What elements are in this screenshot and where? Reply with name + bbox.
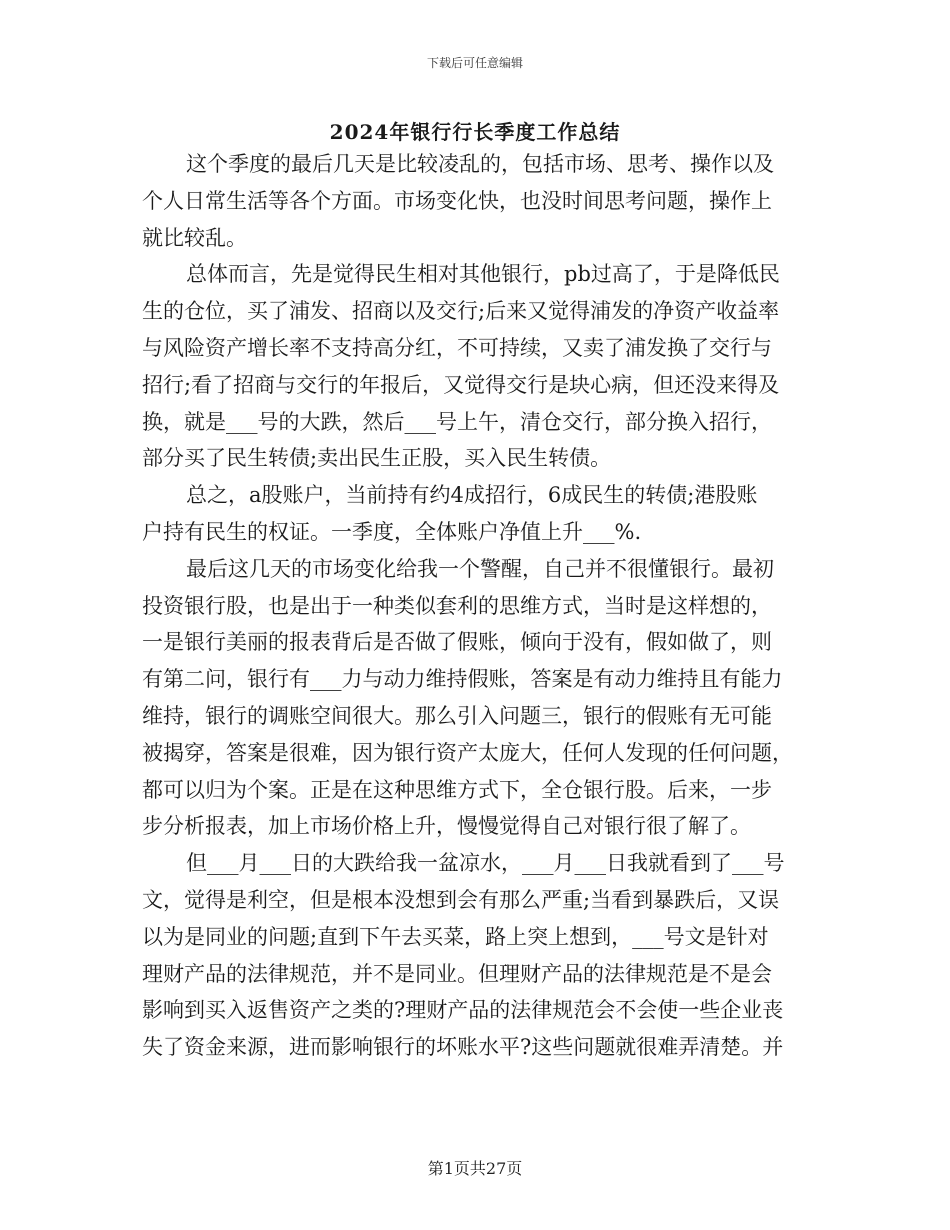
body-line: 一是银行美丽的报表背后是否做了假账，倾向于没有，假如做了，则 xyxy=(142,630,772,655)
body-line: 换，就是___号的大跌，然后___号上午，清仓交行，部分换入招行， xyxy=(142,409,772,434)
body-line: 文，觉得是利空，但是根本没想到会有那么严重;当看到暴跌后，又误 xyxy=(142,887,780,912)
document-title: 2024年银行行长季度工作总结 xyxy=(329,120,621,144)
body-line: 总体而言，先是觉得民生相对其他银行，pb过高了，于是降低民 xyxy=(186,262,780,287)
body-line: 以为是同业的问题;直到下午去买菜，路上突上想到，___号文是针对 xyxy=(142,924,769,949)
body-line: 招行;看了招商与交行的年报后，又觉得交行是块心病，但还没来得及 xyxy=(142,372,780,397)
body-line: 有第二问，银行有___力与动力维持假账，答案是有动力维持且有能力 xyxy=(142,667,783,692)
body-line: 被揭穿，答案是很难，因为银行资产太庞大，任何人发现的任何问题， xyxy=(142,740,793,765)
body-line: 这个季度的最后几天是比较凌乱的，包括市场、思考、操作以及 xyxy=(186,152,774,176)
body-line: 失了资金来源，进而影响银行的坏账水平?这些问题就很难弄清楚。并 xyxy=(142,1035,784,1060)
body-line: 最后这几天的市场变化给我一个警醒，自己并不很懂银行。最初 xyxy=(186,556,774,581)
body-line: 部分买了民生转债;卖出民生正股，买入民生转债。 xyxy=(142,446,612,471)
page-footer: 第1页共27页 xyxy=(427,1159,523,1178)
body-line: 个人日常生活等各个方面。市场变化快，也没时间思考问题，操作上 xyxy=(142,188,772,213)
body-line: 总之，a股账户，当前持有约4成招行，6成民生的转债;港股账 xyxy=(186,483,758,508)
page-header: 下载后可任意编辑 xyxy=(426,56,523,70)
body-line: 投资银行股，也是出于一种类似套利的思维方式，当时是这样想的， xyxy=(142,593,772,618)
body-line: 影响到买入返售资产之类的?理财产品的法律规范会不会使一些企业丧 xyxy=(142,998,784,1023)
body-line: 就比较乱。 xyxy=(142,225,247,250)
body-line: 生的仓位，买了浦发、招商以及交行;后来又觉得浦发的净资产收益率 xyxy=(142,299,780,324)
body-line: 与风险资产增长率不支持高分红，不可持续，又卖了浦发换了交行与 xyxy=(142,335,772,360)
body-line: 步分析报表，加上市场价格上升，慢慢觉得自己对银行很了解了。 xyxy=(142,814,751,839)
body-line: 但___月___日的大跌给我一盆凉水，___月___日我就看到了___号 xyxy=(186,851,785,876)
body-line: 户持有民生的权证。一季度，全体账户净值上升___%. xyxy=(142,519,642,544)
body-line: 理财产品的法律规范，并不是同业。但理财产品的法律规范是不是会 xyxy=(142,961,772,986)
document-body xyxy=(142,146,802,1066)
body-line: 都可以归为个案。正是在这种思维方式下，全仓银行股。后来，一步 xyxy=(142,777,772,802)
body-line: 维持，银行的调账空间很大。那么引入问题三，银行的假账有无可能 xyxy=(142,703,772,728)
